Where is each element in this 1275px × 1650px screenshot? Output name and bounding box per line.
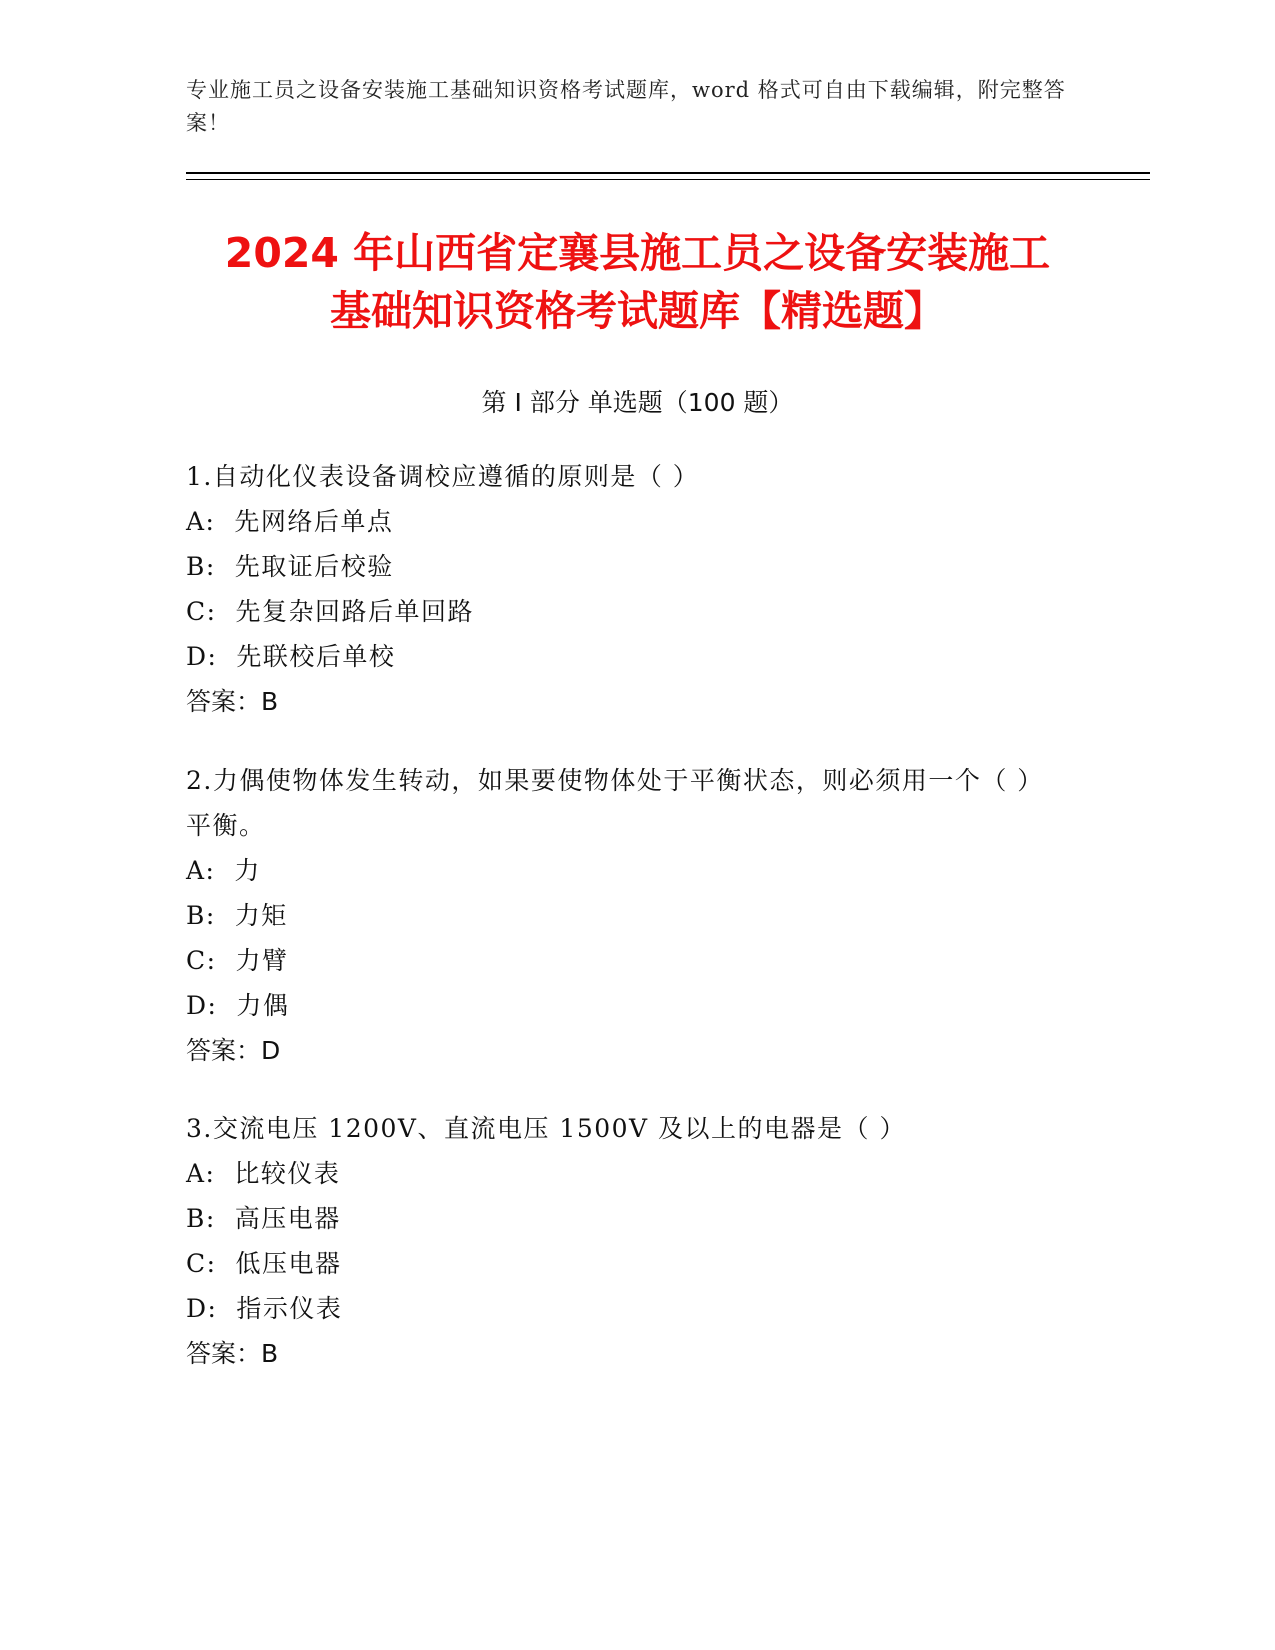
option-a: A: 先网络后单点 (186, 507, 394, 536)
option-c: C: 低压电器 (186, 1249, 342, 1278)
title-line-2: 基础知识资格考试题库【精选题】 (330, 287, 945, 335)
option-d: D: 指示仪表 (186, 1294, 343, 1323)
title-line-1: 2024 年山西省定襄县施工员之设备安装施工 (224, 229, 1051, 277)
section-heading: 第 I 部分 单选题（100 题） (481, 388, 794, 417)
option-b: B: 力矩 (186, 901, 288, 930)
option-d: D: 力偶 (186, 991, 290, 1020)
question-stem: 3.交流电压 1200V、直流电压 1500V 及以上的电器是（ ） (186, 1114, 906, 1143)
answer: 答案：D (186, 1036, 281, 1065)
header-divider-thin (186, 179, 1150, 180)
header-divider-thick (186, 172, 1150, 174)
answer: 答案：B (186, 1339, 279, 1368)
option-a: A: 力 (186, 856, 261, 885)
option-c: C: 力臂 (186, 946, 289, 975)
answer: 答案：B (186, 687, 279, 716)
option-c: C: 先复杂回路后单回路 (186, 597, 474, 626)
option-b: B: 高压电器 (186, 1204, 341, 1233)
question-2 (186, 758, 1066, 1073)
document-title (150, 224, 1125, 340)
option-b: B: 先取证后校验 (186, 552, 394, 581)
question-1 (186, 454, 1066, 724)
question-stem: 1.自动化仪表设备调校应遵循的原则是（ ） (186, 462, 700, 491)
option-a: A: 比较仪表 (186, 1159, 341, 1188)
question-3 (186, 1106, 1066, 1376)
header-note: 专业施工员之设备安装施工基础知识资格考试题库，word 格式可自由下载编辑，附完整答案！ (186, 78, 1066, 135)
option-d: D: 先联校后单校 (186, 642, 396, 671)
question-stem: 2.力偶使物体发生转动，如果要使物体处于平衡状态，则必须用一个（ ）平衡。 (186, 766, 1044, 840)
